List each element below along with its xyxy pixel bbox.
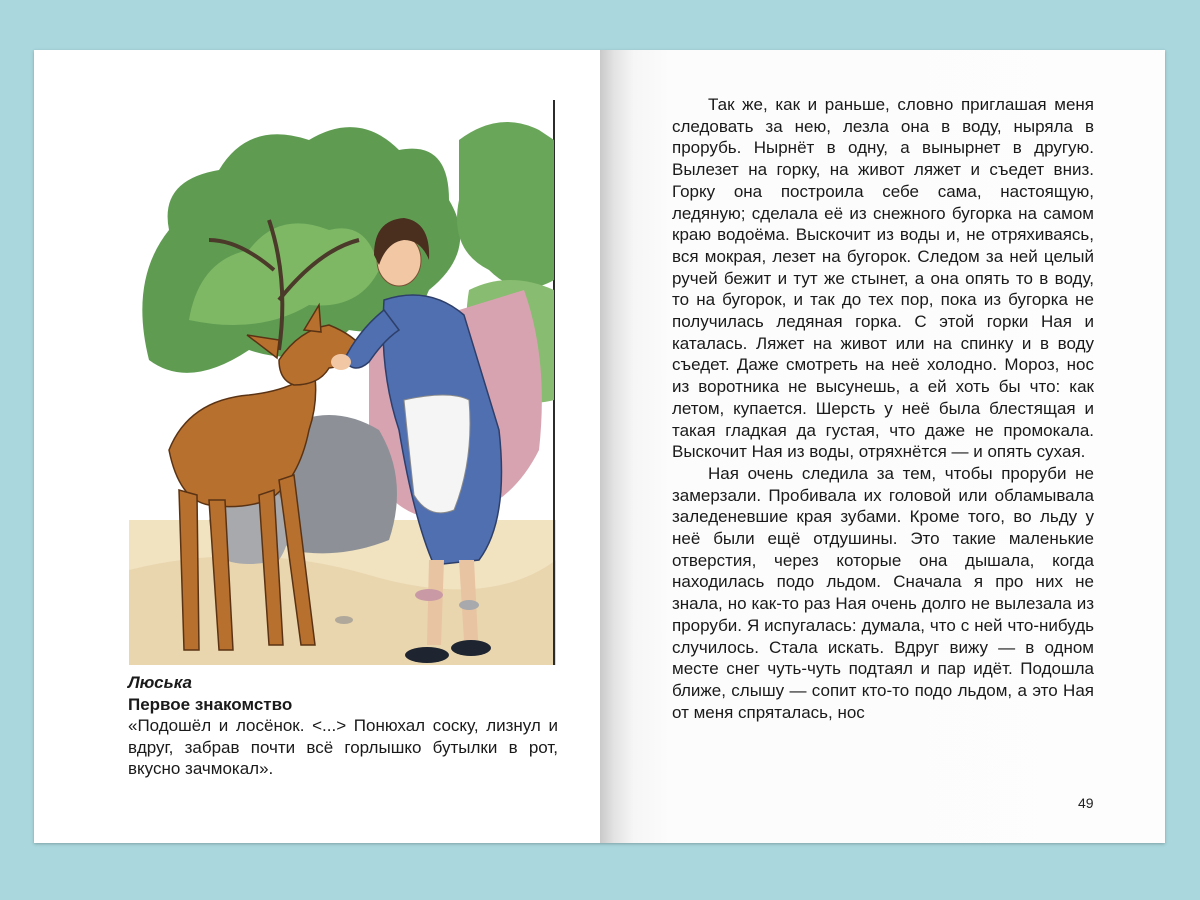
paragraph: Так же, как и раньше, словно приглашая меня следовать за нею, лезла она в воду, ныряла в прорубь. Нырнёт в одну, а вынырнет в другую. Вылезет на горку, на живот ляжет и съедет вниз. Горку она построила себе сама, настоящую, ледяную; сделала её из снежного бугорка на самом краю водоёма. Выскочит из воды и, не отряхиваясь, вся мокрая, лезет на бугорок. Следом за ней целый ручей бежит и тут же стынет, а она опять то в воду, то на бугорок, и так до тех пор, пока из бугорка не получилась ледяная горка. С этой горки Ная и каталась. Ляжет на живот или на спинку и в воду съедет. Даже смотреть на неё холодно. Мороз, нос из воротника не высунешь, а ей хоть бы что: как летом, купается. Шерсть у неё была блестящая и такая гладкая да густая, что даже не промокала. Выскочит Ная из воды, отряхнётся — и опять сухая. <box>672 95 1094 462</box>
book-spread <box>34 50 1165 843</box>
page-body-text <box>672 94 1094 723</box>
story-title: Люська <box>128 673 192 692</box>
illustration-caption <box>128 672 558 780</box>
right-page <box>600 50 1165 843</box>
caption-quote: «Подошёл и лосёнок. <...> Понюхал соску, лизнул и вдруг, забрав почти всё горлышко бутылки в рот, вкусно зачмокал». <box>128 716 558 778</box>
paragraph: Ная очень следила за тем, чтобы проруби не замерзали. Пробивала их головой или обламывала заледеневшие края зубами. Кроме того, во льду у неё были ещё отдушины. Это такие маленькие отверстия, через которые она дышала, когда находилась подо льдом. Сначала я про них не знала, но как-то раз Ная очень долго не вылезала из проруби. Я испугалась: думала, что с ней что-нибудь случилось. Стала искать. Вдруг вижу — в одном месте снег чуть-чуть подтаял и пар идёт. Подошла ближе, слышу — сопит кто-то подо льдом, а это Ная от меня спряталась, нос <box>672 463 1094 722</box>
left-page <box>34 50 600 843</box>
page-number: 49 <box>1078 795 1094 811</box>
chapter-title: Первое знакомство <box>128 694 293 714</box>
story-illustration <box>129 100 556 665</box>
